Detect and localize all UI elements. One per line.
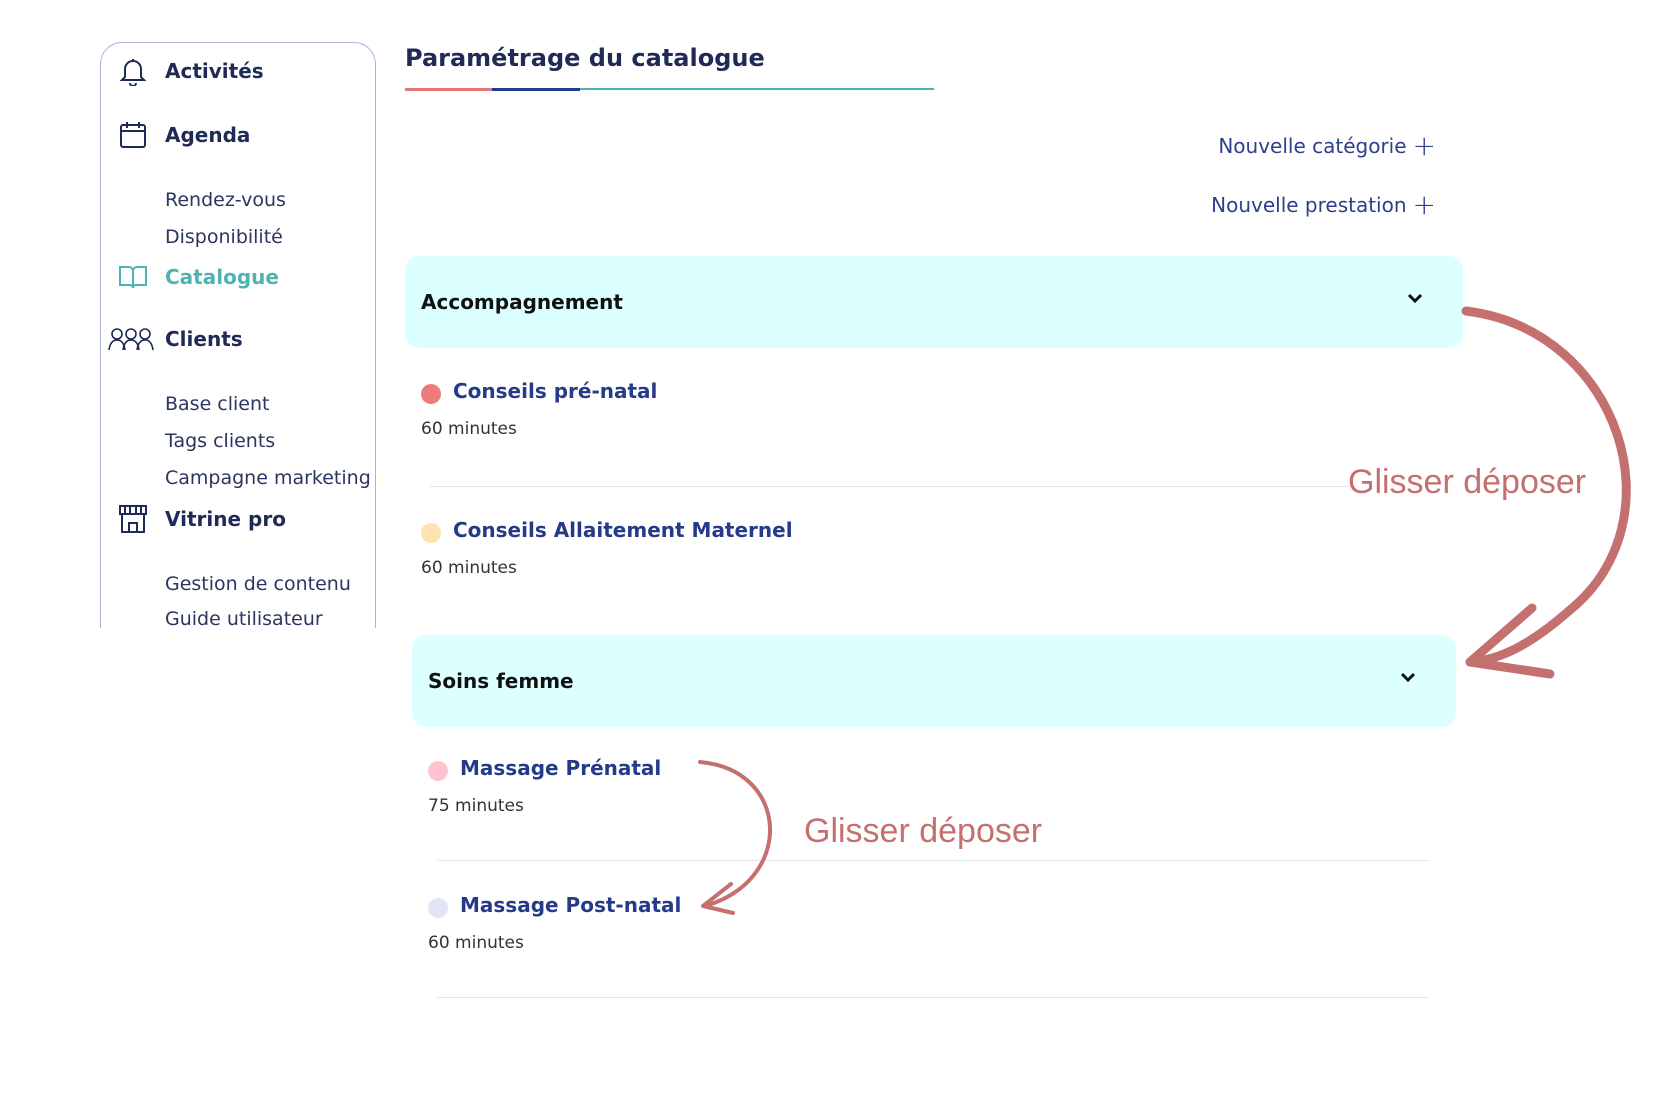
page-title: Paramétrage du catalogue (405, 44, 765, 72)
sidebar-subitem-rendez-vous[interactable]: Rendez-vous (165, 189, 286, 211)
sidebar-subitem-base-client[interactable]: Base client (165, 393, 270, 415)
service-duration: 60 minutes (421, 419, 517, 439)
sidebar-item-label: Activités (165, 59, 264, 83)
service-duration: 60 minutes (421, 558, 517, 578)
service-name: Conseils Allaitement Maternel (453, 518, 793, 542)
service-duration: 60 minutes (428, 933, 524, 953)
sidebar-item-label: Catalogue (165, 265, 279, 289)
service-name: Massage Prénatal (460, 756, 662, 780)
new-category-label: Nouvelle catégorie (1218, 134, 1407, 158)
drag-drop-annotation-categories: Glisser déposer (1348, 463, 1587, 501)
sidebar-subitem-guide-utilisateur[interactable]: Guide utilisateur (165, 608, 323, 628)
sidebar-item-label: Clients (165, 327, 243, 351)
sidebar-item-label: Agenda (165, 123, 251, 147)
sidebar-subitem-campagne-marketing[interactable]: Campagne marketing (165, 467, 371, 489)
category-name: Accompagnement (421, 290, 623, 314)
service-name: Massage Post-natal (460, 893, 682, 917)
plus-icon: + (1412, 188, 1436, 221)
sidebar-subitem-gestion-de-contenu[interactable]: Gestion de contenu (165, 573, 351, 595)
plus-icon: + (1412, 129, 1436, 162)
new-service-label: Nouvelle prestation (1211, 193, 1407, 217)
sidebar-subitem-tags-clients[interactable]: Tags clients (165, 430, 276, 452)
sidebar-item-label: Vitrine pro (165, 507, 286, 531)
category-name: Soins femme (428, 669, 574, 693)
drag-arrowhead-large (1470, 608, 1550, 674)
service-duration: 75 minutes (428, 796, 524, 816)
drag-arrow-small (700, 762, 770, 906)
sidebar-subitem-disponibilite[interactable]: Disponibilité (165, 226, 283, 248)
service-name: Conseils pré-natal (453, 379, 658, 403)
drag-drop-annotation-services: Glisser déposer (804, 812, 1043, 850)
